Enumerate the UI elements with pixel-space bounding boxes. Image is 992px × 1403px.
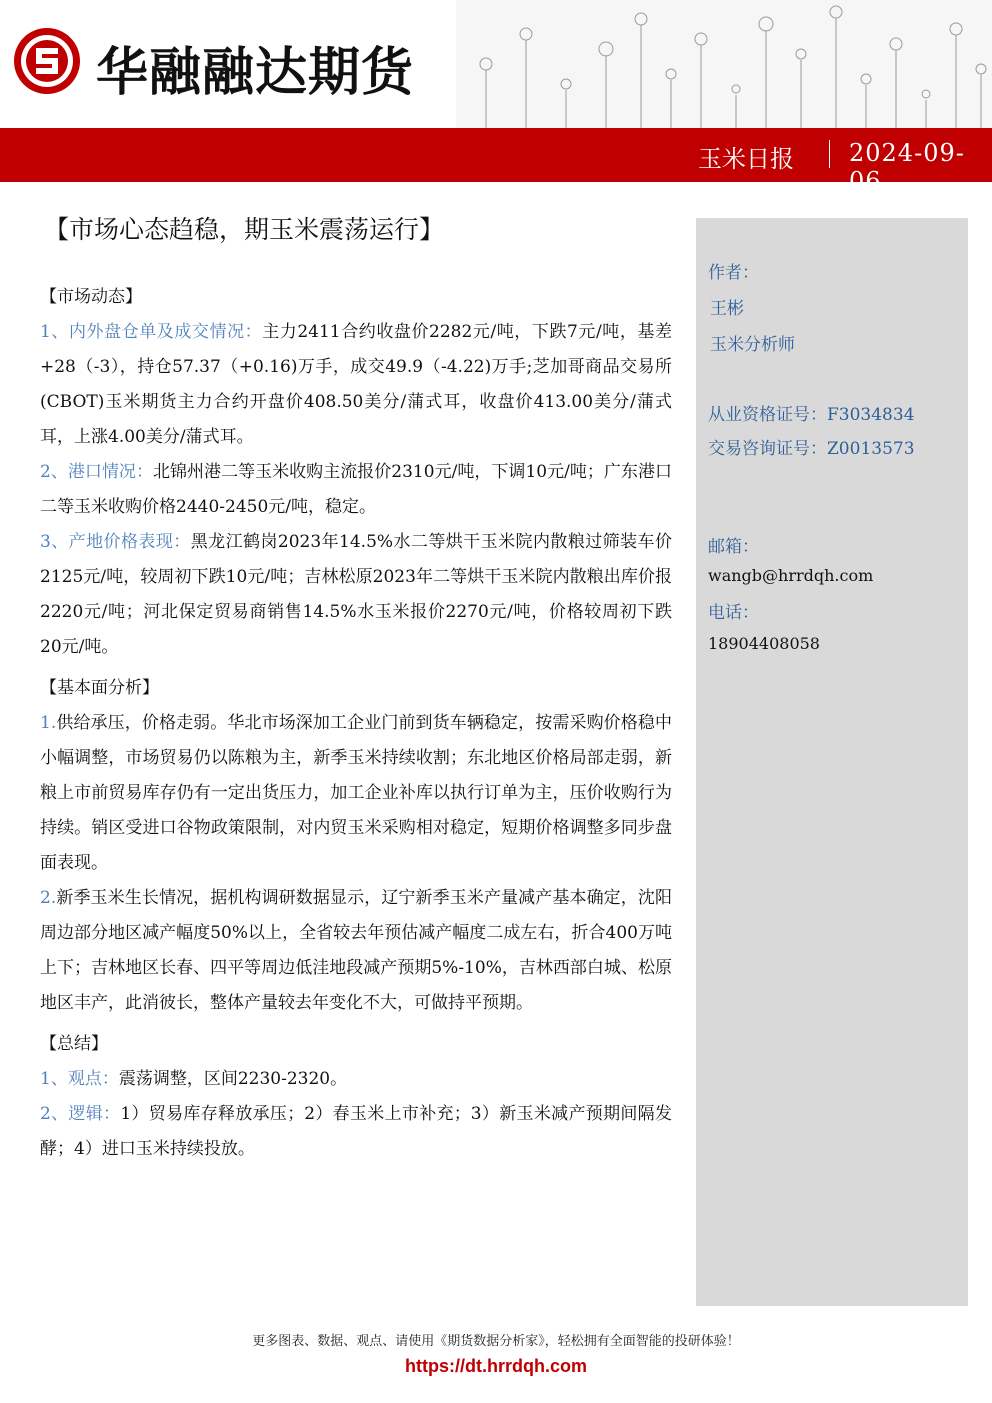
phone-value: 18904408058 <box>708 634 820 653</box>
main-content <box>40 280 672 1167</box>
item-label: 2、港口情况： <box>40 462 153 482</box>
footer-link[interactable]: https://dt.hrrdqh.com <box>405 1356 587 1376</box>
item-text: 黑龙江鹤岗2023年14.5%水二等烘干玉米院内散粮过筛装车价2125元/吨，较周初下跌10元/吨；吉林松原2023年二等烘干玉米院内散粮出库价报2220元/吨；河北保定贸易商销售14.5%水玉米报价2270元/吨，价格较周初下跌20元/吨。 <box>40 532 672 657</box>
section-heading: 【总结】 <box>40 1034 108 1054</box>
header-divider <box>829 140 830 168</box>
report-title: 【市场心态趋稳，期玉米震荡运行】 <box>44 215 445 244</box>
author-name: 王彬 <box>710 299 744 319</box>
title-band <box>0 128 992 182</box>
qualification-cert: 从业资格证号：F3034834 <box>708 405 915 425</box>
item-text: 震荡调整，区间2230-2320。 <box>118 1069 348 1089</box>
email-label: 邮箱： <box>708 537 759 557</box>
email-value[interactable]: wangb@hrrdqh.com <box>708 566 874 585</box>
page-header <box>0 0 992 128</box>
item-label: 2、逻辑： <box>40 1104 121 1124</box>
paragraph <box>40 315 672 455</box>
paragraph <box>40 1097 672 1167</box>
brand-name: 华融融达期货 <box>96 43 415 103</box>
report-name: 玉米日报 <box>698 145 794 173</box>
author-role: 玉米分析师 <box>710 335 795 355</box>
author-label: 作者： <box>708 263 759 283</box>
section-heading: 【基本面分析】 <box>40 678 159 698</box>
item-text: 供给承压，价格走弱。华北市场深加工企业门前到货车辆稳定，按需采购价格稳中小幅调整，市场贸易仍以陈粮为主，新季玉米持续收割；东北地区价格局部走弱，新粮上市前贸易库存仍有一定出货压力，加工企业补库以执行订单为主，压价收购行为持续。销区受进口谷物政策限制，对内贸玉米采购相对稳定，短期价格调整多同步盘面表现。 <box>40 713 672 873</box>
paragraph <box>40 525 672 665</box>
consult-cert: 交易咨询证号：Z0013573 <box>708 439 915 459</box>
header-decoration <box>456 0 992 128</box>
item-text: 北锦州港二等玉米收购主流报价2310元/吨，下调10元/吨；广东港口二等玉米收购价格2440-2450元/吨，稳定。 <box>40 462 672 517</box>
author-sidebar <box>696 218 968 1306</box>
item-text: 1）贸易库存释放承压；2）春玉米上市补充；3）新玉米减产预期间隔发酵；4）进口玉米持续投放。 <box>40 1104 672 1159</box>
item-text: 主力2411合约收盘价2282元/吨，下跌7元/吨，基差+28（-3），持仓57.37（+0.16)万手，成交49.9（-4.22)万手;芝加哥商品交易所(CBOT)玉米期货主力合约开盘价408.50美分/蒲式耳，收盘价413.00美分/蒲式耳，上涨4.00美分/蒲式耳。 <box>40 322 672 447</box>
paragraph <box>40 706 672 881</box>
item-text: 新季玉米生长情况，据机构调研数据显示，辽宁新季玉米产量减产基本确定，沈阳周边部分地区减产幅度50%以上，全省较去年预估减产幅度二成左右，折合400万吨上下；吉林地区长春、四平等周边低洼地段减产预期5%-10%，吉林西部白城、松原地区丰产，此消彼长，整体产量较去年变化不大，可做持平预期。 <box>40 888 672 1013</box>
footer-promo: 更多图表、数据、观点、请使用《期货数据分析家》，轻松拥有全面智能的投研体验！ <box>252 1334 740 1349</box>
item-label: 1、观点： <box>40 1069 119 1089</box>
item-label: 3、产地价格表现： <box>40 532 191 552</box>
paragraph <box>40 881 672 1021</box>
item-label: 1、内外盘仓单及成交情况： <box>40 322 263 342</box>
company-logo-icon <box>12 26 82 96</box>
paragraph <box>40 455 672 525</box>
section-heading: 【市场动态】 <box>40 287 142 307</box>
report-date: 2024-09-06 <box>849 139 965 195</box>
item-label: 2. <box>40 888 57 908</box>
item-label: 1. <box>40 713 57 733</box>
paragraph <box>40 1062 672 1097</box>
phone-label: 电话： <box>708 603 759 623</box>
